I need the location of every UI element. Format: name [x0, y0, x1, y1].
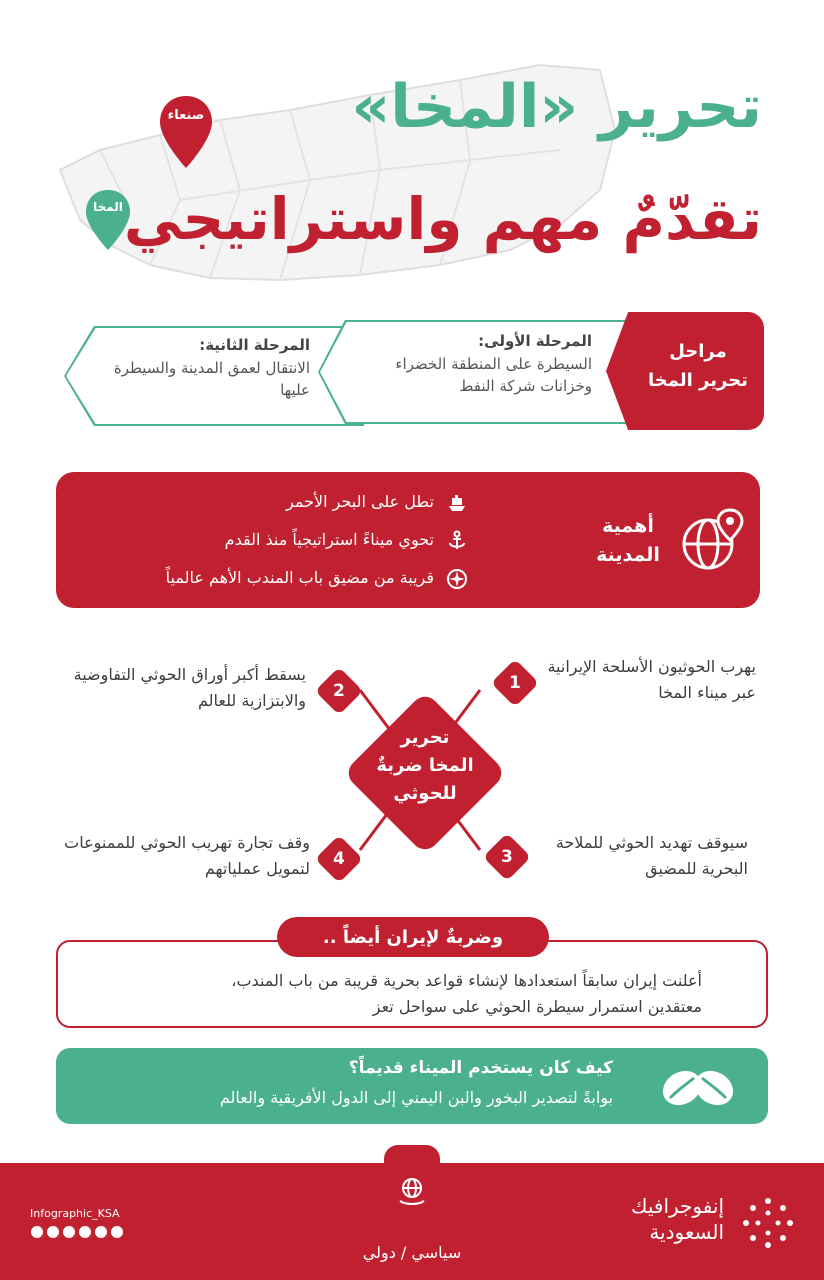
stage-2-text: الانتقال لعمق المدينة والسيطرة عليها — [113, 358, 310, 399]
category-badge — [384, 1145, 440, 1215]
point-number-2: 2 — [315, 667, 363, 715]
importance-item-1: تطل على البحر الأحمر — [286, 492, 434, 511]
social-icons — [30, 1225, 126, 1239]
point-text-1: يهرب الحوثيون الأسلحة الإيرانية عبر ميناء المخا — [547, 657, 756, 703]
coffee-beans-icon — [652, 1058, 742, 1114]
point-number-3: 3 — [483, 833, 531, 881]
globe-pin-icon — [678, 506, 746, 574]
stage-2-content — [110, 334, 310, 402]
point-text-3: سيوقف تهديد الحوثي للملاحة البحرية للمضيق — [555, 833, 748, 879]
strike-center-diamond — [342, 690, 508, 856]
point-text-4: وقف تجارة تهريب الحوثي للممنوعات لتمويل عملياتهم — [64, 833, 310, 879]
point-number-4: 4 — [315, 835, 363, 883]
title-line1: تحرير «المخا» — [351, 72, 762, 142]
map-pin-icon — [158, 94, 214, 170]
footer-brand-line1: إنفوجرافيك — [631, 1194, 724, 1218]
port-answer: بوابةً لتصدير البخور والبن اليمني إلى الدول الأفريقية والعالم — [219, 1088, 613, 1107]
importance-title: أهمية المدينة — [596, 515, 660, 567]
compass-icon — [446, 568, 468, 590]
port-box — [56, 1048, 768, 1124]
footer-brand — [631, 1193, 724, 1245]
title-line2: تقدّمٌ مهم واستراتيجي — [123, 185, 762, 253]
stage-2-heading: المرحلة الثانية: — [199, 336, 310, 354]
globe-hand-icon — [396, 1175, 428, 1207]
importance-item-3: قريبة من مضيق باب المندب الأهم عالمياً — [165, 568, 434, 587]
point-text-2: يسقط أكبر أوراق الحوثي التفاوضية والابتزازية للعالم — [73, 665, 306, 711]
point-number-1: 1 — [491, 659, 539, 707]
importance-panel — [56, 472, 760, 608]
iran-line2: معتقدين استمرار سيطرة الحوثي على سواحل تعز — [372, 996, 702, 1016]
stage-1-heading: المرحلة الأولى: — [478, 332, 592, 350]
stages-title: مراحل تحرير المخا — [648, 341, 748, 391]
port-question: كيف كان يستخدم الميناء قديماً؟ — [348, 1058, 613, 1078]
stage-1-content — [340, 330, 592, 398]
footer-handle: Infographic_KSA — [30, 1207, 120, 1220]
pin-sanaa — [158, 94, 214, 170]
pin-mokha-label: المخا — [93, 200, 123, 214]
iran-text — [231, 968, 702, 1019]
footer-category: سياسي / دولي — [362, 1243, 462, 1262]
iran-tag: وضربةٌ لإيران أيضاً .. — [277, 917, 549, 957]
ship-icon — [446, 492, 468, 514]
importance-item-2: تحوي ميناءً استراتيجياً منذ القدم — [224, 530, 434, 549]
footer-brand-line2: السعودية — [649, 1220, 724, 1244]
stage-1-text: السيطرة على المنطقة الخضراء وخزانات شركة النفط — [395, 354, 592, 395]
anchor-icon — [446, 530, 468, 552]
strike-center-text: تحرير المخا ضربةٌ للحوثي — [376, 727, 474, 804]
iran-line1: أعلنت إيران سابقاً استعدادها لإنشاء قواعد بحرية قريبة من باب المندب، — [231, 971, 702, 990]
pin-sanaa-label: صنعاء — [167, 108, 205, 123]
